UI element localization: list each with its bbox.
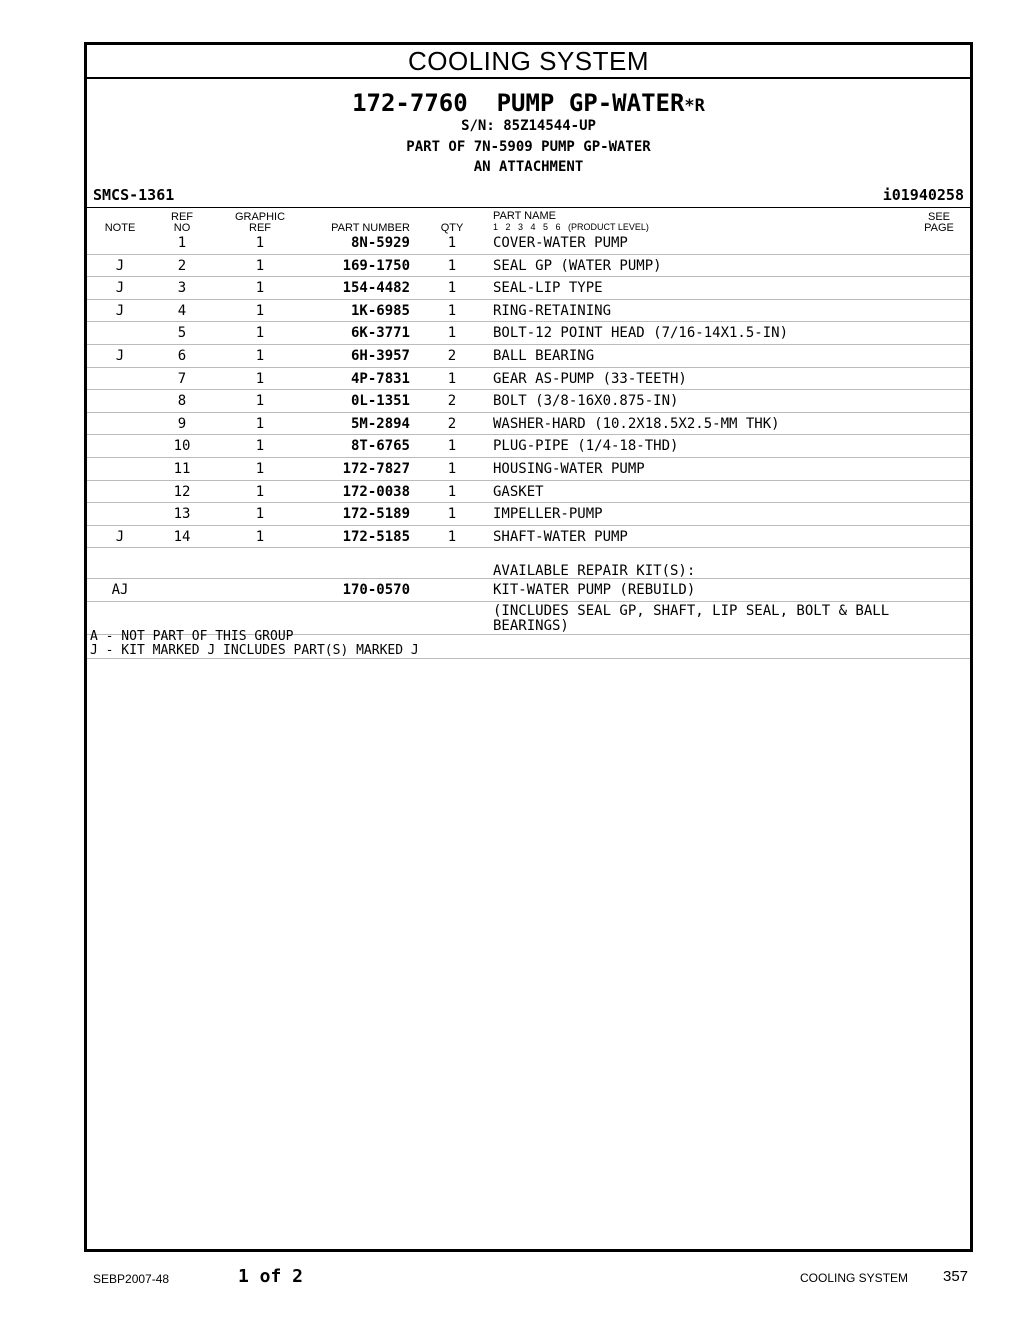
header-part-name: PART NAME: [493, 210, 556, 222]
footer-page-number: 357: [943, 1268, 969, 1285]
group-suffix: *R: [684, 96, 705, 116]
table-row: 12 1 172-0038 1 GASKET: [87, 481, 970, 504]
table-row: 13 1 172-5189 1 IMPELLER-PUMP: [87, 503, 970, 526]
table-row: J 2 1 169-1750 1 SEAL GP (WATER PUMP): [87, 255, 970, 278]
page-frame: [84, 42, 973, 1252]
table-row: J 6 1 6H-3957 2 BALL BEARING: [87, 345, 970, 368]
section-title: COOLING SYSTEM: [87, 45, 970, 79]
footer-doc-number: SEBP2007-48: [93, 1272, 170, 1286]
header-ref-no: REF NO: [171, 211, 193, 234]
table-row: J 4 1 1K-6985 1 RING-RETAINING: [87, 300, 970, 323]
header-product-levels: 1 2 3 4 5 6 (PRODUCT LEVEL): [493, 222, 649, 232]
table-row: 9 1 5M-2894 2 WASHER-HARD (10.2X18.5X2.5-MM THK): [87, 413, 970, 436]
notes: [90, 630, 419, 658]
table-row: J 3 1 154-4482 1 SEAL-LIP TYPE: [87, 277, 970, 300]
smcs-code: SMCS-1361: [93, 186, 175, 204]
header-qty: QTY: [440, 222, 464, 234]
header-part-number: PART NUMBER: [331, 222, 410, 234]
illustration-id: i01940258: [882, 186, 964, 204]
serial-number: S/N: 85Z14544-UP: [461, 118, 596, 134]
table-row: 5 1 6K-3771 1 BOLT-12 POINT HEAD (7/16-14X1.5-IN): [87, 322, 970, 345]
note-j: J - KIT MARKED J INCLUDES PART(S) MARKED J: [90, 643, 419, 658]
footer-section: COOLING SYSTEM: [800, 1271, 909, 1285]
table-row: J 14 1 172-5185 1 SHAFT-WATER PUMP: [87, 526, 970, 549]
notes-divider: [87, 658, 970, 659]
header-see-page: SEE PAGE: [924, 211, 954, 234]
group-title: [87, 89, 970, 117]
table-row: 8 1 0L-1351 2 BOLT (3/8-16X0.875-IN): [87, 390, 970, 413]
header-divider: [87, 207, 970, 208]
note-a: A - NOT PART OF THIS GROUP: [90, 629, 294, 644]
kit-heading: AVAILABLE REPAIR KIT(S):: [493, 563, 696, 580]
parts-table: [87, 232, 970, 635]
part-of: PART OF 7N-5909 PUMP GP-WATER: [406, 139, 651, 155]
header-graphic-ref: GRAPHIC REF: [234, 211, 286, 234]
kit-row: AJ 170-0570 KIT-WATER PUMP (REBUILD): [87, 579, 970, 602]
group-name: PUMP GP-WATER: [496, 89, 685, 117]
table-row: 7 1 4P-7831 1 GEAR AS-PUMP (33-TEETH): [87, 368, 970, 391]
table-row: 10 1 8T-6765 1 PLUG-PIPE (1/4-18-THD): [87, 435, 970, 458]
kit-includes: (INCLUDES SEAL GP, SHAFT, LIP SEAL, BOLT & BALL BEARINGS): [493, 602, 890, 634]
attachment: AN ATTACHMENT: [473, 159, 584, 175]
header-note: NOTE: [104, 222, 136, 234]
group-number: 172-7760: [352, 89, 468, 117]
table-row: 11 1 172-7827 1 HOUSING-WATER PUMP: [87, 458, 970, 481]
footer-page-of: 1 of 2: [238, 1266, 304, 1287]
table-row: 1 1 8N-5929 1 COVER-WATER PUMP: [87, 232, 970, 255]
kit-heading-row: [87, 548, 970, 579]
